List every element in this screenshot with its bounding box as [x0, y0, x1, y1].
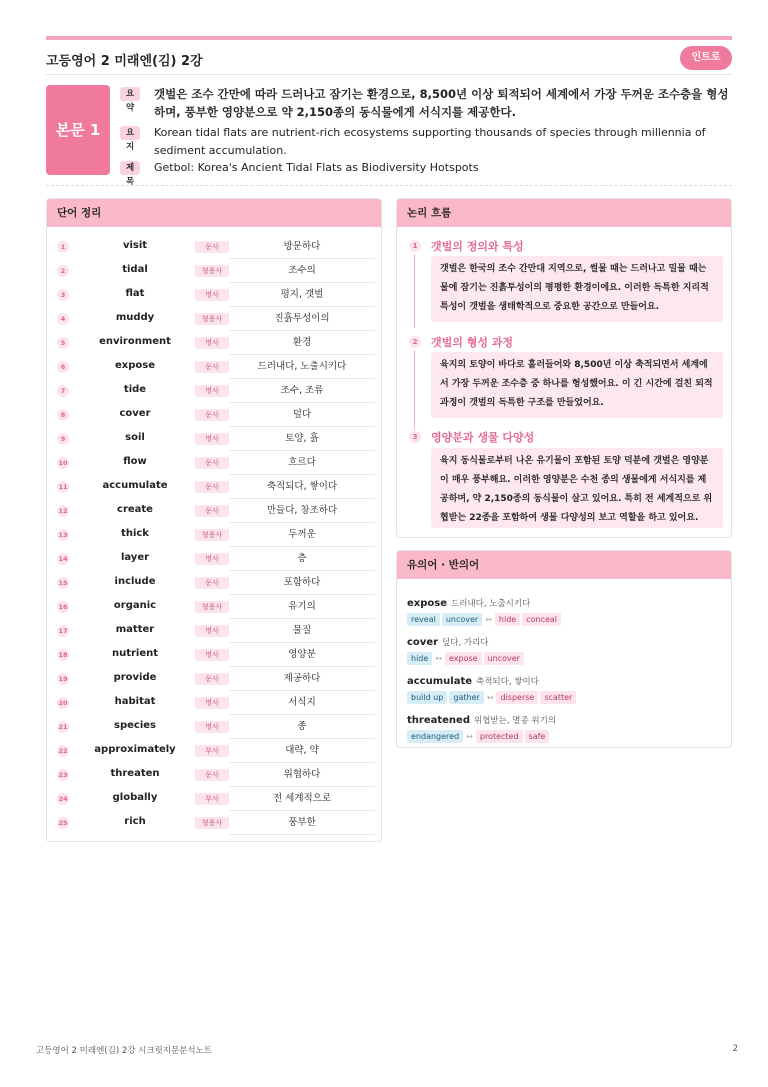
synonym-chip: gather [449, 691, 483, 704]
vocab-word: tidal [122, 264, 148, 275]
synonym-headword: expose [407, 598, 447, 609]
vocab-row [47, 619, 381, 643]
vocab-meaning: 환경 [229, 331, 375, 355]
synonym-heading: 유의어 · 반의어 [397, 551, 731, 579]
vocab-number: 5 [57, 337, 69, 349]
synonym-chip: build up [407, 691, 447, 704]
vocab-pos-badge: 동사 [195, 769, 229, 781]
vocab-word: habitat [114, 696, 156, 707]
vocab-row [47, 475, 381, 499]
vocab-row [47, 403, 381, 427]
vocab-meaning: 위협하다 [229, 763, 375, 787]
vocab-pos-badge: 동사 [195, 481, 229, 493]
vocab-pos-badge: 부사 [195, 745, 229, 757]
synonym-entry [407, 708, 723, 744]
vocab-number: 8 [57, 409, 69, 421]
vocab-meaning: 풍부한 [229, 811, 375, 835]
footer-text: 고등영어 2 미래엔(김) 2강 시크릿지문분석노트 [36, 1046, 213, 1056]
vocab-number: 20 [58, 699, 68, 707]
vocab-number: 23 [58, 771, 68, 779]
antonym-chip: uncover [484, 652, 524, 665]
page-number: 2 [732, 1044, 738, 1054]
logic-step-title: 갯벌의 형성 과정 [431, 336, 514, 349]
vocab-row [47, 715, 381, 739]
logic-step-number: 1 [409, 240, 421, 252]
logic-step-text: 육지의 토양이 바다로 흘러들어와 8,500년 이상 축적되면서 세계에서 가장 두꺼운 조수층 중 하나를 형성했어요. 이 긴 시간에 걸친 퇴적 과정이 갯벌의 독특한 구조를 만들었어요. [431, 352, 723, 418]
vocab-meaning: 물질 [229, 619, 375, 643]
vocab-pos-badge: 동사 [195, 673, 229, 685]
vocab-word: environment [99, 336, 171, 347]
page-header [46, 46, 732, 74]
antonym-arrow-icon: ↔ [485, 615, 492, 624]
vocab-number: 22 [58, 747, 68, 755]
vocab-number: 16 [58, 603, 68, 611]
vocab-meaning: 방문하다 [229, 235, 375, 259]
summary-text: 갯벌은 조수 간만에 따라 드러나고 잠기는 환경으로, 8,500년 이상 퇴적되어 세계에서 가장 두꺼운 조수층을 형성하며, 풍부한 영양분으로 약 2,150종의 동식물에게 서식지를 제공한다. [154, 87, 729, 119]
vocab-row [47, 259, 381, 283]
logic-heading: 논리 흐름 [397, 199, 731, 227]
vocab-pos-badge: 동사 [195, 361, 229, 373]
vocab-word: approximately [94, 744, 176, 755]
vocab-number: 2 [57, 265, 69, 277]
vocab-row [47, 283, 381, 307]
synonym-panel [396, 550, 732, 748]
vocab-meaning: 조수의 [229, 259, 375, 283]
synonym-entry [407, 630, 723, 666]
antonym-chip: disperse [496, 691, 538, 704]
vocab-pos-badge: 명사 [195, 721, 229, 733]
vocab-row [47, 523, 381, 547]
vocab-number: 25 [58, 819, 68, 827]
vocab-meaning: 축적되다, 쌓이다 [229, 475, 375, 499]
vocab-number: 14 [58, 555, 68, 563]
vocab-meaning: 평지, 갯벌 [229, 283, 375, 307]
vocab-meaning: 대략, 약 [229, 739, 375, 763]
vocab-meaning: 종 [229, 715, 375, 739]
logic-step-number: 3 [409, 431, 421, 443]
vocab-meaning: 진흙투성이의 [229, 307, 375, 331]
synonym-headword: threatened [407, 715, 470, 726]
vocab-pos-badge: 동사 [195, 409, 229, 421]
vocab-pos-badge: 명사 [195, 697, 229, 709]
passage-label: 본문 1 [46, 85, 110, 175]
vocab-row [47, 547, 381, 571]
vocab-pos-badge: 부사 [195, 793, 229, 805]
vocab-number: 1 [57, 241, 69, 253]
vocab-meaning: 덮다 [229, 403, 375, 427]
logic-connector [414, 254, 415, 328]
logic-step-title: 갯벌의 정의와 특성 [431, 240, 524, 253]
vocab-word: rich [124, 816, 146, 827]
vocab-pos-badge: 명사 [195, 385, 229, 397]
vocab-row [47, 595, 381, 619]
vocab-meaning: 조수, 조류 [229, 379, 375, 403]
vocab-word: create [117, 504, 153, 515]
vocab-meaning: 영양분 [229, 643, 375, 667]
vocab-pos-badge: 형용사 [195, 817, 229, 829]
vocab-word: cover [119, 408, 151, 419]
vocab-row [47, 811, 381, 835]
vocab-number: 24 [58, 795, 68, 803]
vocab-word: layer [120, 552, 150, 563]
vocab-panel [46, 198, 382, 842]
vocab-number: 4 [57, 313, 69, 325]
vocab-word: thick [121, 528, 149, 539]
vocab-meaning: 드러내다, 노출시키다 [229, 355, 375, 379]
synonym-entry [407, 591, 723, 627]
vocab-row [47, 427, 381, 451]
intro-badge[interactable]: 인트로 [680, 46, 732, 70]
logic-step-number: 2 [409, 336, 421, 348]
page-title: 고등영어 2 미래엔(김) 2강 [46, 54, 203, 69]
gist-tag: 요지 [120, 126, 140, 140]
synonym-chip: endangered [407, 730, 463, 743]
vocab-word: expose [115, 360, 155, 371]
vocab-number: 15 [58, 579, 68, 587]
vocab-pos-badge: 명사 [195, 553, 229, 565]
vocab-heading: 단어 정리 [47, 199, 381, 227]
synonym-headword: cover [407, 637, 439, 648]
logic-panel [396, 198, 732, 538]
vocab-word: tide [123, 384, 147, 395]
vocab-word: flow [123, 456, 147, 467]
vocab-word: visit [122, 240, 148, 251]
synonym-headword-meaning: 드러내다, 노출시키다 [451, 599, 531, 609]
vocab-number: 19 [58, 675, 68, 683]
synonym-chip: hide [407, 652, 432, 665]
vocab-row [47, 499, 381, 523]
vocab-pos-badge: 동사 [195, 505, 229, 517]
vocab-number: 3 [57, 289, 69, 301]
vocab-pos-badge: 명사 [195, 649, 229, 661]
vocab-word: globally [112, 792, 158, 803]
vocab-word: nutrient [111, 648, 159, 659]
synonym-headword-meaning: 덮다, 가리다 [442, 638, 489, 648]
synonym-entry [407, 669, 723, 705]
synonym-chip: reveal [407, 613, 440, 626]
vocab-row [47, 331, 381, 355]
vocab-number: 7 [57, 385, 69, 397]
vocab-number: 13 [58, 531, 68, 539]
antonym-arrow-icon: ↔ [466, 732, 473, 741]
vocab-word: soil [125, 432, 145, 443]
antonym-chip: safe [525, 730, 550, 743]
gist-text: Korean tidal flats are nutrient-rich ecosystems supporting thousands of species through millennia of sediment accumulation. [154, 126, 706, 157]
vocab-pos-badge: 동사 [195, 577, 229, 589]
vocab-word: flat [125, 288, 145, 299]
vocab-row [47, 667, 381, 691]
top-accent-bar [46, 36, 732, 40]
vocab-number: 12 [58, 507, 68, 515]
synonym-chip: uncover [442, 613, 482, 626]
summary-tag: 요약 [120, 87, 140, 101]
logic-step-title: 영양분과 생물 다양성 [431, 431, 535, 444]
synonym-headword-meaning: 위협받는, 멸종 위기의 [473, 716, 556, 726]
synonym-headword: accumulate [407, 676, 472, 687]
vocab-pos-badge: 명사 [195, 289, 229, 301]
vocab-meaning: 유기의 [229, 595, 375, 619]
vocab-meaning: 포함하다 [229, 571, 375, 595]
vocab-pos-badge: 형용사 [195, 313, 229, 325]
vocab-row [47, 643, 381, 667]
header-divider [46, 74, 732, 75]
vocab-word: muddy [115, 312, 155, 323]
vocab-pos-badge: 형용사 [195, 529, 229, 541]
vocab-pos-badge: 명사 [195, 337, 229, 349]
antonym-arrow-icon: ↔ [435, 654, 442, 663]
antonym-chip: expose [445, 652, 482, 665]
logic-step-text: 육지 동식물로부터 나온 유기물이 포함된 토양 덕분에 갯벌은 영양분이 매우 풍부해요. 이러한 영양분은 수천 종의 생물에게 서식지를 제공하며, 약 2,150종의 동식물이 살고 있어요. 특히 전 세계적으로 위협받는 22종을 포함하여 생물 다양성의 보고 역할을 하고 있어요. [431, 448, 723, 528]
antonym-chip: conceal [522, 613, 561, 626]
antonym-chip: hide [495, 613, 520, 626]
vocab-pos-badge: 명사 [195, 625, 229, 637]
vocab-word: include [114, 576, 156, 587]
logic-step-text: 갯벌은 한국의 조수 간만대 지역으로, 썰물 때는 드러나고 밀물 때는 물에 잠기는 진흙투성이의 평평한 환경이에요. 이러한 독특한 지리적 특성이 갯벌을 생태학적으로 중요한 공간으로 만들어요. [431, 256, 723, 322]
vocab-meaning: 흐르다 [229, 451, 375, 475]
vocab-row [47, 307, 381, 331]
vocab-word: provide [113, 672, 157, 683]
vocab-number: 6 [57, 361, 69, 373]
vocab-meaning: 토양, 흙 [229, 427, 375, 451]
vocab-pos-badge: 명사 [195, 433, 229, 445]
vocab-meaning: 만들다, 창조하다 [229, 499, 375, 523]
vocab-word: accumulate [102, 480, 168, 491]
vocab-word: threaten [110, 768, 160, 779]
section-divider [46, 185, 732, 186]
vocab-row [47, 787, 381, 811]
vocab-meaning: 층 [229, 547, 375, 571]
vocab-row [47, 451, 381, 475]
vocab-row [47, 691, 381, 715]
vocab-meaning: 두꺼운 [229, 523, 375, 547]
vocab-meaning: 제공하다 [229, 667, 375, 691]
vocab-number: 11 [58, 483, 68, 491]
vocab-row [47, 355, 381, 379]
vocab-row [47, 739, 381, 763]
vocab-word: species [114, 720, 156, 731]
synonym-headword-meaning: 축적되다, 쌓이다 [476, 677, 539, 687]
antonym-chip: scatter [540, 691, 576, 704]
vocab-pos-badge: 동사 [195, 241, 229, 253]
vocab-number: 18 [58, 651, 68, 659]
vocab-pos-badge: 동사 [195, 457, 229, 469]
vocab-number: 17 [58, 627, 68, 635]
vocab-row [47, 571, 381, 595]
passage-title-text: Getbol: Korea's Ancient Tidal Flats as Biodiversity Hotspots [154, 161, 479, 174]
vocab-row [47, 379, 381, 403]
vocab-number: 10 [58, 459, 68, 467]
vocab-word: matter [115, 624, 155, 635]
vocab-word: organic [113, 600, 157, 611]
vocab-row [47, 763, 381, 787]
antonym-arrow-icon: ↔ [486, 693, 494, 702]
vocab-row [47, 235, 381, 259]
vocab-meaning: 서식지 [229, 691, 375, 715]
vocab-meaning: 전 세계적으로 [229, 787, 375, 811]
antonym-chip: protected [476, 730, 523, 743]
logic-connector [414, 350, 415, 430]
title-tag: 제목 [120, 161, 140, 175]
vocab-number: 21 [58, 723, 68, 731]
vocab-pos-badge: 형용사 [195, 265, 229, 277]
vocab-number: 9 [57, 433, 69, 445]
vocab-pos-badge: 형용사 [195, 601, 229, 613]
